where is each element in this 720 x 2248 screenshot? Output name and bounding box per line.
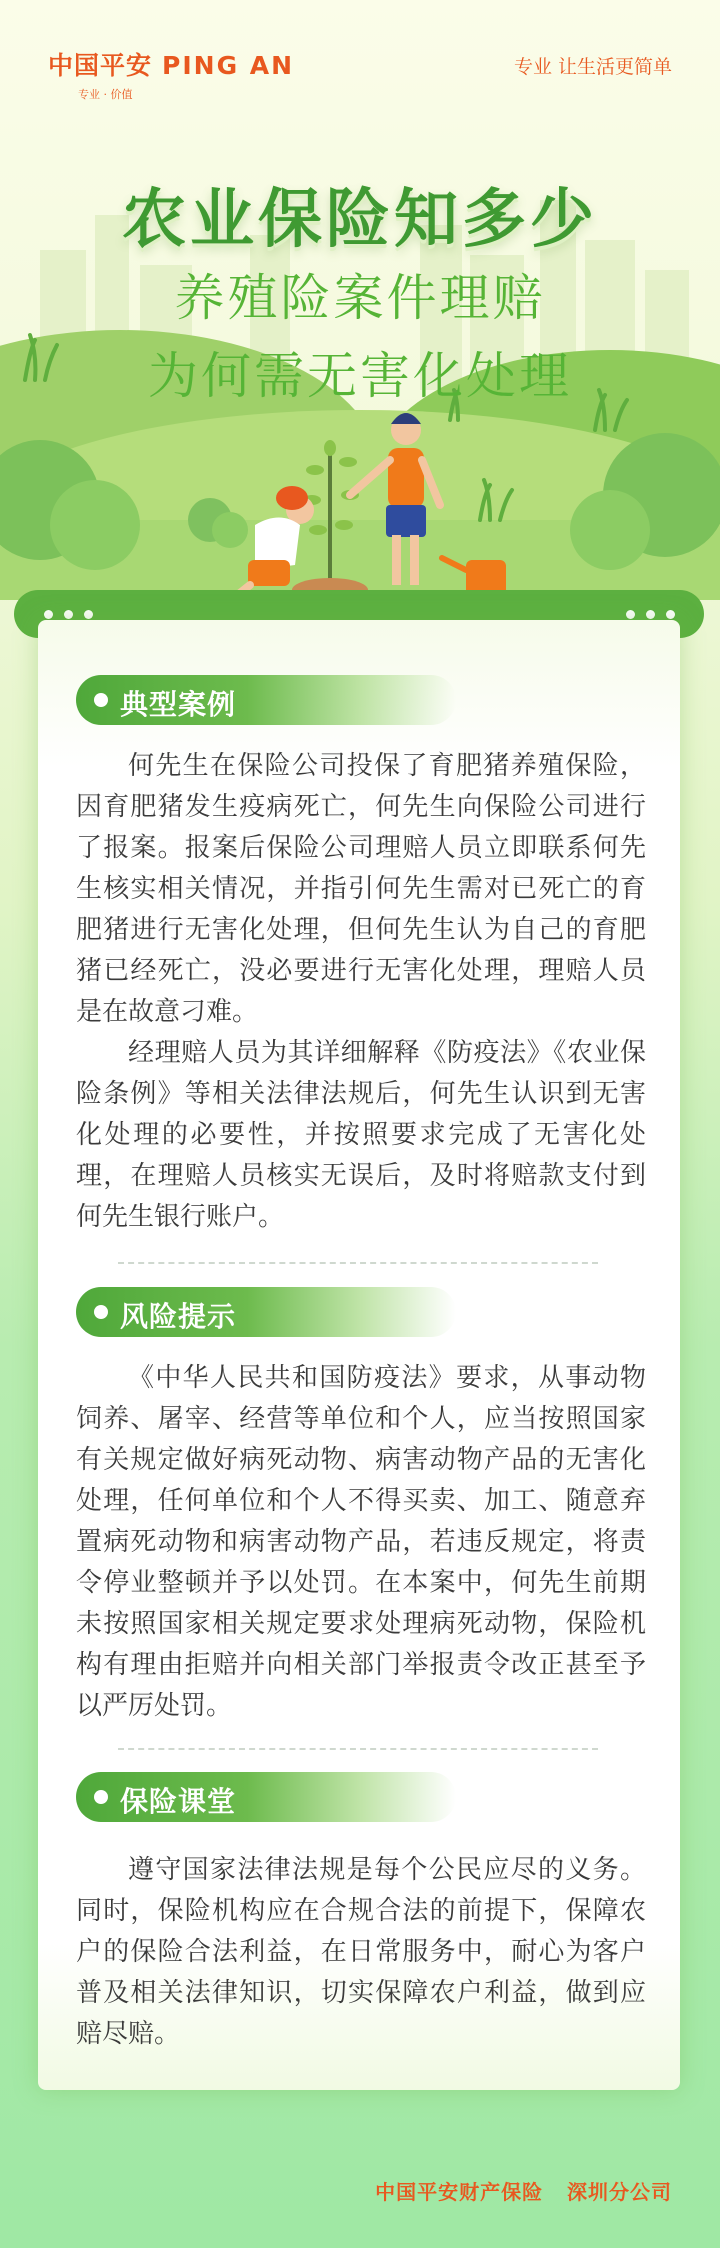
paragraph: 遵守国家法律法规是每个公民应尽的义务。同时，保险机构应在合规合法的前提下，保障农户的保险合法利益，在日常服务中，耐心为客户普及相关法律知识，切实保障农户利益，做到应赔尽赔。 [76,1855,646,2049]
page-title: 农业保险知多少 [122,183,598,257]
logo-text-cn: 中国平安 [48,51,153,80]
footer-branch-name: 深圳分公司 [567,2180,672,2204]
section-body-case [76,746,646,1238]
section-body-risk [76,1358,646,1727]
section-title: 典型案例 [120,688,237,721]
ping-an-logo [48,46,294,102]
dot-decoration [84,610,93,619]
logo-wordmark [48,46,294,82]
paragraph: 经理赔人员为其详细解释《防疫法》《农业保险条例》等相关法律法规后，何先生认识到无害化处理的必要性，并按照要求完成了无害化处理，在理赔人员核实无误后，及时将赔款支付到何先生银行账户。 [76,1038,646,1232]
footer-company-name: 中国平安财产保险 [375,2180,544,2204]
section-divider [118,1748,598,1750]
slogan: 专业 让生活更简单 [513,56,672,78]
page-subtitle-1: 养殖险案件理赔 [174,269,546,327]
dot-decoration [666,610,675,619]
bullet-icon [94,1305,108,1319]
dot-decoration [64,610,73,619]
logo-tagline: 专业 · 价值 [78,88,133,101]
section-body-classroom [76,1850,646,2055]
section-heading-case [76,675,456,725]
paragraph: 何先生在保险公司投保了育肥猪养殖保险，因育肥猪发生疫病死亡，何先生向保险公司进行了报案。报案后保险公司理赔人员立即联系何先生核实相关情况，并指引何先生需对已死亡的育肥猪进行无害化处理，但何先生认为自己的育肥猪已经死亡，没必要进行无害化处理，理赔人员是在故意刁难。 [76,751,646,1027]
dot-decoration [44,610,53,619]
section-title: 保险课堂 [120,1785,237,1818]
paragraph: 《中华人民共和国防疫法》要求，从事动物饲养、屠宰、经营等单位和个人，应当按照国家有关规定做好病死动物、病害动物产品的无害化处理，任何单位和个人不得买卖、加工、随意弃置病死动物和病害动物产品，若违反规定，将责令停业整顿并予以处罚。在本案中，何先生前期未按照国家相关规定要求处理病死动物，保险机构有理由拒赔并向相关部门举报责令改正甚至予以严厉处罚。 [76,1363,646,1721]
section-heading-classroom [76,1772,456,1822]
page-subtitle-2: 为何需无害化处理 [148,347,572,405]
section-divider [118,1262,598,1264]
dot-decoration [626,610,635,619]
bullet-icon [94,693,108,707]
bullet-icon [94,1790,108,1804]
dot-decoration [646,610,655,619]
top-bar [0,0,720,110]
section-title: 风险提示 [120,1300,237,1333]
footer-company [375,2176,672,2205]
section-heading-risk [76,1287,456,1337]
logo-text-en: PING AN [162,51,295,80]
